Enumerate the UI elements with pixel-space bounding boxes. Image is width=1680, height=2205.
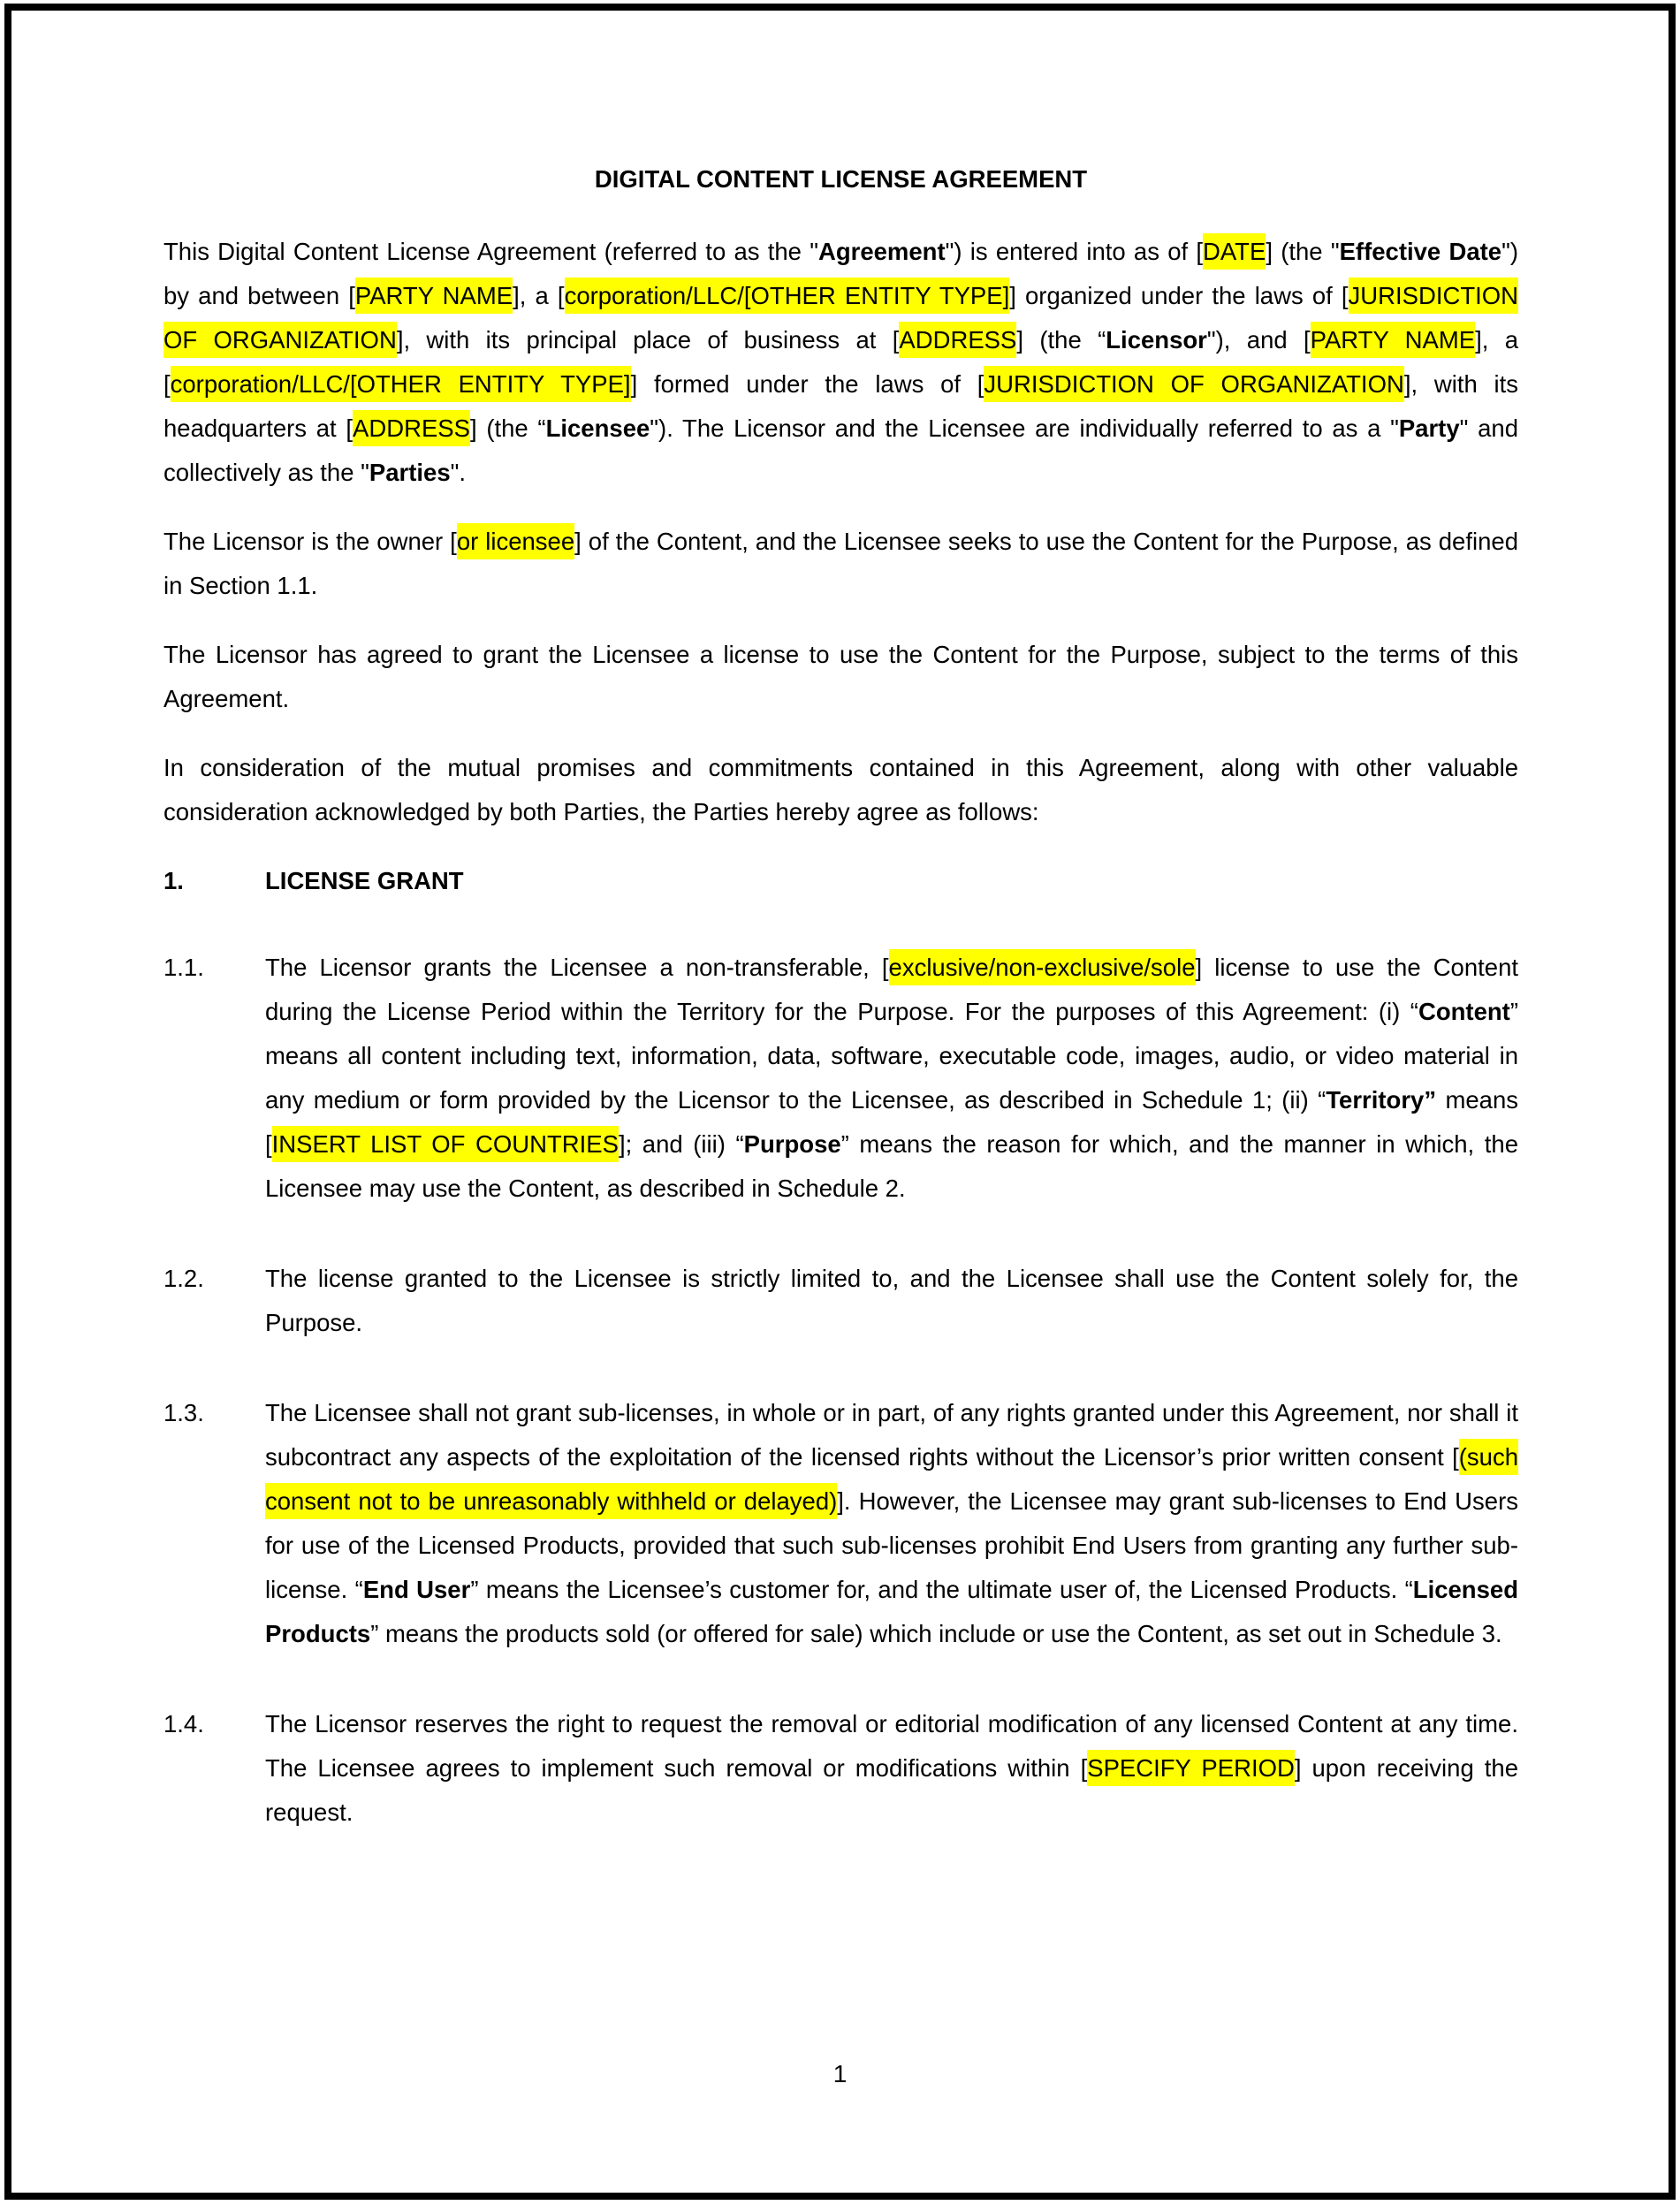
text-run: " and collectively as the " <box>163 414 1518 486</box>
placeholder-highlight: PARTY NAME <box>1311 322 1475 358</box>
text-run: ] formed under the laws of [ <box>630 370 984 398</box>
section-label: LICENSE GRANT <box>265 867 464 894</box>
clause-1-1-number: 1.1. <box>163 954 204 981</box>
text-run: Effective Date <box>1339 238 1502 265</box>
clause-1-3-body <box>265 1399 1518 1647</box>
placeholder-highlight: JURISDICTION OF ORGANIZATION <box>984 366 1403 402</box>
text-run: ” means the products sold (or offered for sale) which include or use the Content, as set out in Schedule 3. <box>370 1620 1502 1647</box>
text-run: ] license to use the Content during the License Period within the Territory for the Purpose. For the purposes of this Agreement: (i) “ <box>265 954 1519 1025</box>
page-number: 1 <box>832 2060 848 2087</box>
text-run: ]; and (iii) “ <box>618 1130 744 1158</box>
text-run: ] of the Content, and the Licensee seeks to use the Content for the Purpose, as defined in Section 1.1. <box>163 528 1518 599</box>
clause-1-1-body <box>265 949 1518 1202</box>
text-run: In consideration of the mutual promises and commitments contained in this Agreement, along with other valuable consideration acknowledged by both Parties, the Parties hereby agree as follows: <box>163 754 1518 825</box>
text-run: Purpose <box>743 1130 841 1158</box>
placeholder-highlight: ADDRESS <box>353 410 470 446</box>
intro-paragraph-1 <box>163 230 1518 495</box>
text-run: ]. However, the Licensee may grant sub-licenses to End Users for use of the Licensed Products, provided that such sub-licenses prohibit End Users from granting any further sub-license. “ <box>265 1487 1518 1603</box>
placeholder-highlight: SPECIFY PERIOD <box>1087 1750 1295 1786</box>
placeholder-highlight: (such consent not to be unreasonably withheld or delayed) <box>265 1439 1518 1519</box>
text-run: "), and [ <box>1206 326 1311 354</box>
placeholder-highlight: corporation/LLC/[OTHER ENTITY TYPE] <box>565 278 1010 314</box>
intro-paragraph-3 <box>163 633 1518 721</box>
placeholder-highlight: exclusive/non-exclusive/sole <box>889 949 1196 985</box>
clause-1-2-body <box>265 1265 1518 1336</box>
text-run: ], a [ <box>513 282 565 309</box>
clause-1-4-body <box>265 1710 1518 1826</box>
text-run: ” means the Licensee’s customer for, and the ultimate user of, the Licensed Products. “ <box>470 1576 1413 1603</box>
text-run: The Licensor grants the Licensee a non-transferable, [ <box>265 954 889 981</box>
text-run: ] (the “ <box>469 414 546 442</box>
text-run: ] (the " <box>1266 238 1340 265</box>
text-run: Territory” <box>1326 1086 1437 1114</box>
clause-1-2 <box>163 1257 1518 1345</box>
text-run: This Digital Content License Agreement (referred to as the " <box>163 238 818 265</box>
placeholder-highlight: JURISDICTION OF ORGANIZATION <box>163 278 1518 358</box>
text-run: ") is entered into as of [ <box>945 238 1204 265</box>
text-run: The Licensee shall not grant sub-licenses, in whole or in part, of any rights granted under this Agreement, nor shall it subcontract any aspects of the exploitation of the licensed rights without the Licensor’s prior written consent [ <box>265 1399 1518 1471</box>
text-run: ] (the “ <box>1016 326 1106 354</box>
text-run: means [ <box>265 1086 1518 1158</box>
intro-paragraph-2 <box>163 520 1518 608</box>
placeholder-highlight: or licensee <box>457 523 574 559</box>
clause-1-3-number: 1.3. <box>163 1399 204 1426</box>
placeholder-highlight: PARTY NAME <box>355 278 513 314</box>
clause-1-3 <box>163 1391 1518 1656</box>
text-run: The Licensor has agreed to grant the Licensee a license to use the Content for the Purpose, subject to the terms of this Agreement. <box>163 641 1518 712</box>
placeholder-highlight: INSERT LIST OF COUNTRIES <box>272 1126 619 1162</box>
clause-1-4 <box>163 1702 1518 1835</box>
document-content <box>163 157 1518 1881</box>
text-run: ". <box>450 459 467 486</box>
text-run: Licensee <box>545 414 650 442</box>
text-run: "). The Licensor and the Licensee are individually referred to as a " <box>650 414 1399 442</box>
text-run: End User <box>362 1576 471 1603</box>
clause-1-4-number: 1.4. <box>163 1710 204 1737</box>
placeholder-highlight: ADDRESS <box>899 322 1016 358</box>
clause-1-2-number: 1.2. <box>163 1265 204 1292</box>
text-run: Party <box>1398 414 1460 442</box>
text-run: Licensed Products <box>265 1576 1518 1647</box>
section-heading-1 <box>163 859 1518 903</box>
text-run: Parties <box>369 459 451 486</box>
clause-1-1 <box>163 946 1518 1211</box>
text-run: ], with its principal place of business at [ <box>396 326 900 354</box>
text-run: Licensor <box>1106 326 1207 354</box>
text-run: ], with its headquarters at [ <box>163 370 1518 442</box>
text-run: Agreement <box>817 238 946 265</box>
intro-paragraph-4 <box>163 746 1518 834</box>
text-run: ” means the reason for which, and the manner in which, the Licensee may use the Content, as described in Schedule 2. <box>265 1130 1518 1202</box>
text-run: The license granted to the Licensee is strictly limited to, and the Licensee shall use the Content solely for, the Purpose. <box>265 1265 1518 1336</box>
section-number: 1. <box>163 867 184 894</box>
text-run: Content <box>1418 998 1510 1025</box>
text-run: ] upon receiving the request. <box>265 1754 1518 1826</box>
text-run: ") by and between [ <box>163 238 1518 309</box>
placeholder-highlight: corporation/LLC/[OTHER ENTITY TYPE] <box>171 366 631 402</box>
text-run: The Licensor reserves the right to request the removal or editorial modification of any licensed Content at any time. The Licensee agrees to implement such removal or modifications within [ <box>265 1710 1518 1782</box>
text-run: The Licensor is the owner [ <box>163 528 457 555</box>
placeholder-highlight: DATE <box>1203 233 1266 270</box>
text-run: ” means all content including text, information, data, software, executable code, images, audio, or video material in any medium or form provided by the Licensor to the Licensee, as described in Schedule 1; (ii) “ <box>265 998 1518 1114</box>
text-run: ], a [ <box>163 326 1519 398</box>
document-title: DIGITAL CONTENT LICENSE AGREEMENT <box>594 165 1088 193</box>
text-run: ] organized under the laws of [ <box>1009 282 1349 309</box>
